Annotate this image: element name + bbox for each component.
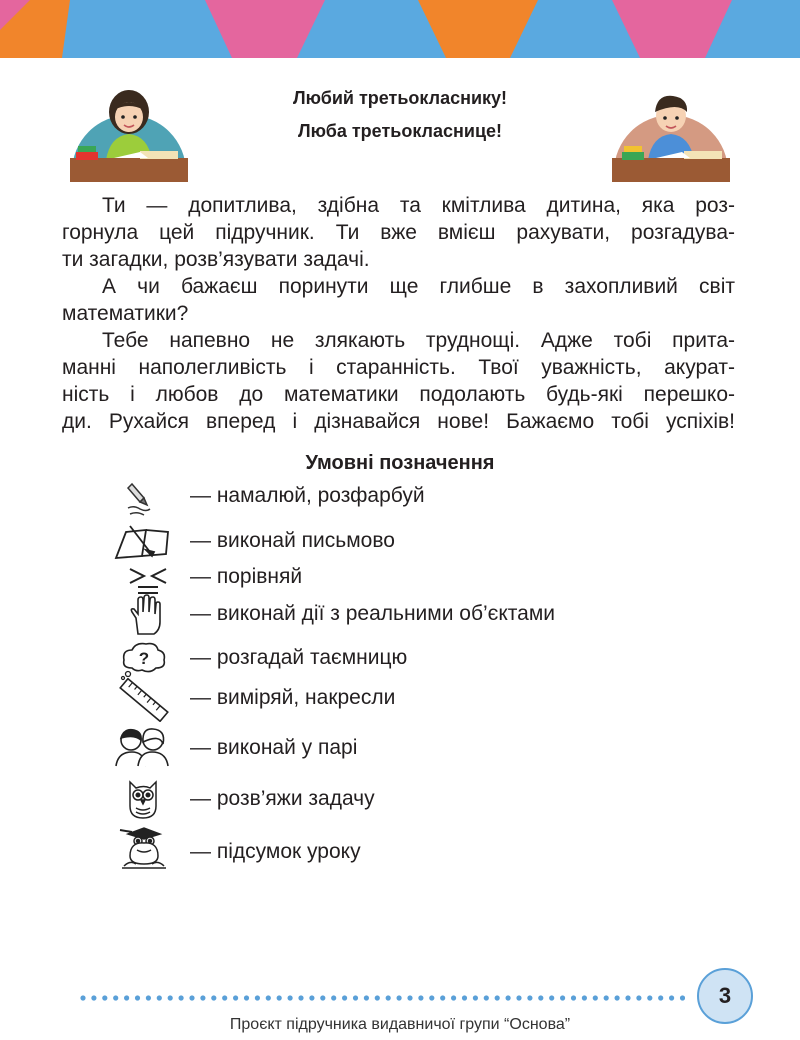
- greeting-line-2: Люба третьокласнице!: [297, 121, 503, 141]
- top-banner: [0, 0, 800, 58]
- legend-item: [110, 520, 710, 564]
- owl-icon: [110, 776, 174, 820]
- intro-paragraph-2-line-1: А чи бажаєш поринути ще глибше в захопливий світ: [102, 275, 735, 298]
- intro-paragraph-1-line-2: горнула цей підручник. Ти вже вмієш рахувати, розгадува-: [62, 221, 735, 244]
- legend-item: [110, 478, 710, 522]
- legend-item: [110, 826, 710, 870]
- legend-item: [110, 678, 710, 722]
- boy-illustration: [612, 72, 730, 182]
- pair-icon: [110, 724, 174, 768]
- legend-text: — виконай дії з реальними об’єктами: [190, 602, 556, 625]
- legend-text: — розгадай таємницю: [190, 646, 408, 669]
- intro-paragraph-1-line-3: ти загадки, розв’язувати задачі.: [62, 248, 370, 271]
- legend-text: — підсумок уроку: [190, 840, 361, 863]
- intro-paragraph-1-line-1: Ти — допитлива, здібна та кмітлива дитина, яка роз-: [102, 194, 735, 217]
- question-cloud-icon: [110, 638, 174, 682]
- intro-paragraph-3-line-1: Тебе напевно не злякають труднощі. Адже тобі прита-: [102, 329, 735, 352]
- pencil-draw-icon: [110, 478, 174, 522]
- intro-paragraph-3-line-3: ність і любов до математики подолають будь-які перешко-: [62, 383, 735, 406]
- legend-item: [110, 594, 710, 638]
- legend-item: [110, 724, 710, 768]
- legend-title: Умовні позначення: [305, 452, 495, 474]
- intro-paragraph-3-line-4: ди. Рухайся вперед і дізнавайся нове! Бажаємо тобі успіхів!: [62, 410, 735, 433]
- legend-text: — розв’яжи задачу: [190, 787, 375, 810]
- legend-item: [110, 776, 710, 820]
- legend-text: — виконай письмово: [190, 529, 395, 552]
- legend-text: — виміряй, накресли: [190, 686, 396, 709]
- legend-item: [110, 638, 710, 682]
- ruler-icon: [110, 678, 174, 722]
- hand-icon: [110, 594, 174, 638]
- footer-text: Проєкт підручника видавничої групи “Основа”: [229, 1016, 571, 1033]
- notebook-pen-icon: [110, 520, 174, 564]
- greeting-line-1: Любий третьокласнику!: [292, 88, 508, 108]
- girl-illustration: [70, 72, 188, 182]
- intro-text: [62, 192, 735, 435]
- legend-text: — виконай у парі: [190, 736, 358, 759]
- frog-graduate-icon: [110, 826, 174, 870]
- dotted-divider: [80, 995, 685, 1001]
- page-number: 3: [697, 968, 753, 1024]
- svg-text:?: ?: [138, 649, 150, 668]
- intro-paragraph-3-line-2: манні наполегливість і старанність. Твої уважність, акурат-: [62, 356, 735, 379]
- intro-paragraph-2-line-2: математики?: [62, 302, 189, 325]
- legend-text: — порівняй: [190, 565, 303, 588]
- legend-text: — намалюй, розфарбуй: [190, 484, 425, 507]
